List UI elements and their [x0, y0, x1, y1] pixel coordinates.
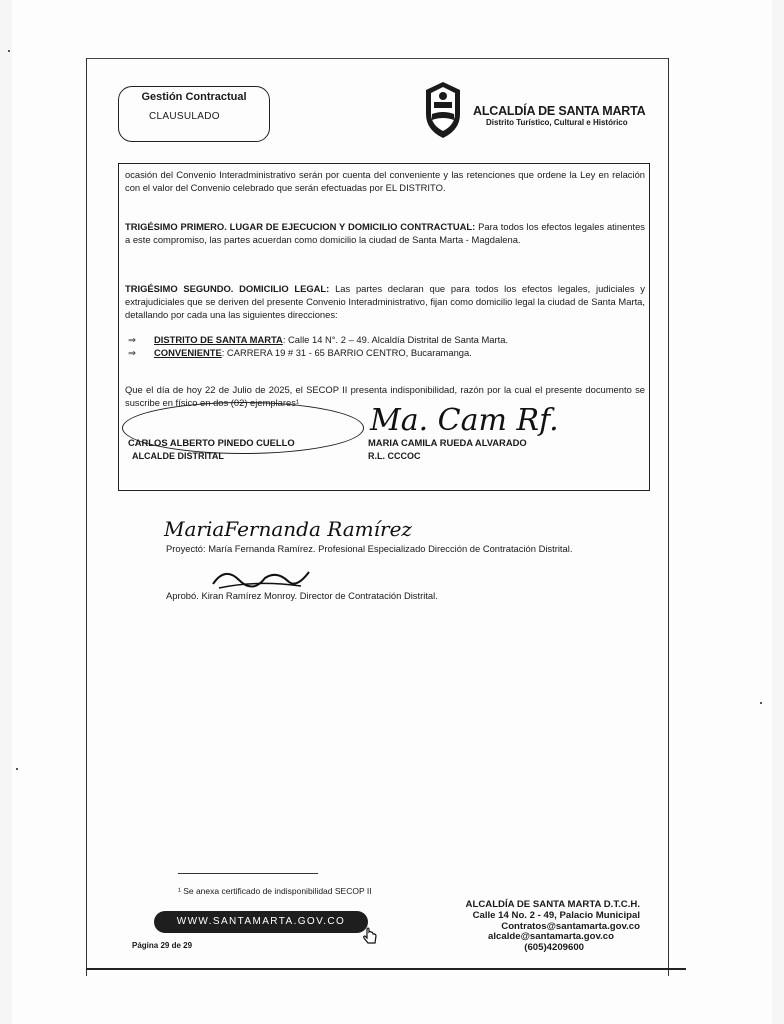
- arrow-right-icon: ⇒: [128, 347, 136, 358]
- stamp-label: CLAUSULADO: [149, 111, 220, 122]
- address-label-conveniente: CONVENIENTE: [154, 347, 222, 358]
- footnote-divider: [178, 873, 318, 874]
- contact-email-alcalde: alcalde@santamarta.gov.co: [488, 931, 614, 942]
- page-number: Página 29 de 29: [132, 941, 193, 950]
- org-subtitle: Distrito Turístico, Cultural e Histórico: [486, 118, 628, 127]
- website-banner: WWW.SANTAMARTA.GOV.CO: [154, 911, 368, 933]
- frame-line-left: [86, 58, 87, 976]
- frame-line-bottom: [86, 968, 686, 970]
- arrow-right-icon: ⇒: [128, 334, 136, 345]
- santa-marta-shield-icon: [422, 80, 464, 140]
- org-name: ALCALDÍA DE SANTA MARTA: [473, 104, 646, 118]
- address-text-distrito: : Calle 14 N°. 2 – 49. Alcaldía Distrital de Santa Marta.: [282, 334, 509, 345]
- frame-line-top: [86, 58, 669, 59]
- contact-phone: (605)4209600: [524, 942, 584, 953]
- clause-31-title: TRIGÉSIMO PRIMERO. LUGAR DE EJECUCION Y DOMICILIO CONTRACTUAL:: [125, 221, 476, 232]
- address-text-conveniente: : CARRERA 19 # 31 - 65 BARRIO CENTRO, Bucaramanga.: [221, 347, 472, 358]
- stamp-title: Gestión Contractual: [141, 91, 247, 103]
- signer-right-name: MARIA CAMILA RUEDA ALVARADO: [368, 437, 527, 448]
- clause-32: [125, 282, 645, 321]
- contact-email-contratos: Contratos@santamarta.gov.co: [501, 921, 640, 932]
- handwriting-right: Ma. Cam Rf.: [370, 403, 559, 438]
- clause-31: [125, 220, 645, 246]
- document-page: [12, 0, 772, 1024]
- closing-paragraph: Que el día de hoy 22 de Julio de 2025, el SECOP II presenta indisponibilidad, razón por la cual el presente documento se suscribe en físico en dos (02) ejemplares¹: [125, 384, 645, 408]
- hand-pointer-icon: [360, 926, 380, 946]
- frame-line-right: [668, 58, 669, 976]
- clause-31-text: Para todos los efectos legales atinentes a este compromiso, las partes acuerdan como domicilio la ciudad de Santa Marta - Magdalena.: [125, 221, 645, 245]
- scan-speck: [760, 702, 762, 704]
- handwritten-signature-right: [366, 396, 559, 438]
- scan-speck: [16, 768, 18, 770]
- contact-address: Calle 14 No. 2 - 49, Palacio Municipal: [472, 910, 640, 921]
- signer-left-role: ALCALDE DISTRITAL: [132, 451, 224, 461]
- scan-speck: [8, 50, 10, 52]
- paragraph-retenciones: ocasión del Convenio Interadministrativo serán por cuenta del conveniente y las retenciones que ordene la Ley en relación con el valor del Convenio celebrado que serán efectuadas por EL DISTRITO.: [125, 169, 645, 193]
- address-item-conveniente: [128, 347, 472, 359]
- address-label-distrito: DISTRITO DE SANTA MARTA: [154, 334, 283, 345]
- clause-32-text: Las partes declaran que para todos los efectos legales, judiciales y extrajudiciales que se deriven del presente Convenio Interadministrativo, fijan como domicilio legal la ciudad de Santa Marta, detallando por cada una las siguientes direcciones:: [125, 283, 645, 320]
- clause-32-title: TRIGÉSIMO SEGUNDO. DOMICILIO LEGAL:: [125, 283, 330, 294]
- handwriting-proyecto: MariaFernanda Ramírez: [164, 517, 412, 541]
- credit-proyecto: Proyectó: María Fernanda Ramírez. Profesional Especializado Dirección de Contratación Distrital.: [166, 543, 573, 554]
- contact-org: ALCALDÍA DE SANTA MARTA D.T.C.H.: [465, 899, 640, 910]
- gestion-contractual-stamp: [118, 86, 270, 142]
- signer-right-role: R.L. CCCOC: [368, 451, 421, 461]
- credit-aprobo: Aprobó. Kiran Ramírez Monroy. Director de Contratación Distrital.: [166, 590, 438, 601]
- address-item-distrito: [128, 334, 508, 346]
- footnote-text: ¹ Se anexa certificado de indisponibilidad SECOP II: [178, 886, 372, 896]
- signer-left-name: CARLOS ALBERTO PINEDO CUELLO: [128, 437, 295, 448]
